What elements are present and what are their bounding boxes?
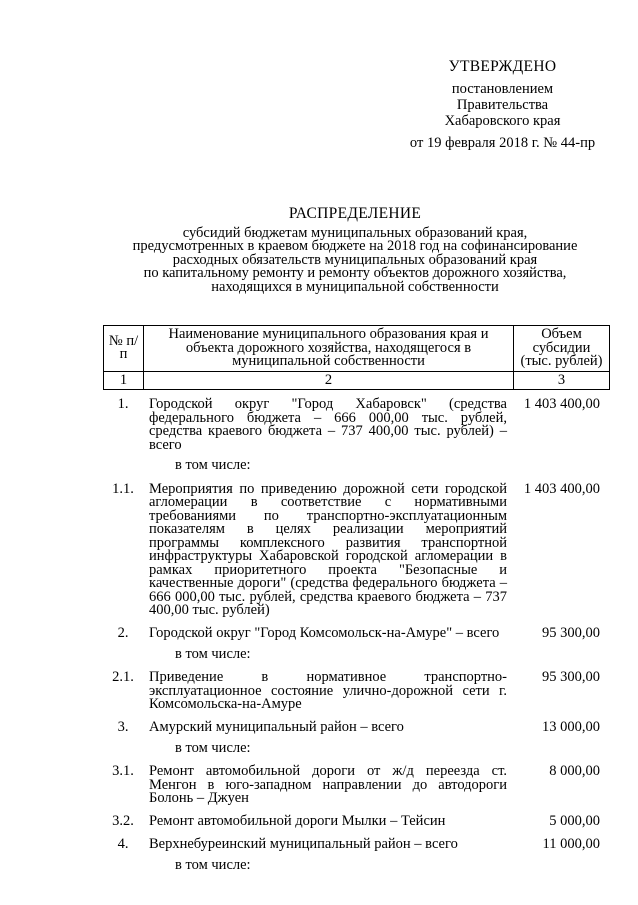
row-name: Городской округ "Город Комсомольск-на-Амуре" – всего [149, 624, 500, 641]
table-row [103, 624, 610, 641]
row-name: Верхнебуреинский муниципальный район – всего [149, 835, 458, 852]
approval-line: Правительства [456, 97, 549, 113]
approval-heading: УТВЕРЖДЕНО [448, 58, 557, 75]
row-name: Ремонт автомобильной дороги от ж/д переезда ст. Менгон в юго-западном направлении до автодороги Болонь – Джуен [149, 763, 507, 806]
document-title: РАСПРЕДЕЛЕНИЕ [288, 205, 422, 222]
header-name: Наименование муниципального образования края и объекта дорожного хозяйства, находящегося в муниципальной собственности [144, 326, 514, 372]
row-amount: 1 403 400,00 [523, 396, 600, 412]
approval-stamp [395, 59, 610, 151]
row-number: 3.2. [112, 812, 134, 829]
table-row [103, 480, 610, 618]
row-number: 3. [117, 718, 129, 735]
row-number: 1. [117, 396, 129, 412]
including-label: в том числе: [175, 645, 251, 662]
row-number: 1.1. [112, 480, 134, 497]
approval-date: от 19 февраля 2018 г. № 44-пр [409, 135, 596, 151]
row-amount: 1 403 400,00 [523, 480, 600, 497]
including-label: в том числе: [175, 739, 251, 756]
document-subtitle [60, 227, 638, 294]
row-name: Мероприятия по приведению дорожной сети городской агломерации в соответствие с нормативными требованиями по транспортно-эксплуатационным показателям в целях реализации мероприятий программы комплексного развития транспортной инфраструктуры Хабаровской городской агломерации в рамках приоритетного проекта "Безопасные и качественные дороги" (средства федерального бюджета – 666 000,00 тыс. рублей, средства краевого бюджета – 737 400,00 тыс. рублей) [149, 480, 507, 618]
row-number: 2. [117, 624, 129, 641]
table-row [103, 671, 610, 712]
table-row [103, 812, 610, 829]
table-row [103, 398, 610, 452]
including-label: в том числе: [175, 457, 251, 473]
row-name: Ремонт автомобильной дороги Мылки – Тейсин [149, 812, 446, 829]
row-name: Приведение в нормативное транспортно-эксплуатационное состояние улично-дорожной сети г. Комсомольска-на-Амуре [149, 669, 507, 712]
row-amount: 11 000,00 [542, 835, 600, 852]
column-number: 1 [104, 371, 144, 390]
row-name: Амурский муниципальный район – всего [149, 718, 404, 735]
subtitle-line: расходных обязательств муниципальных образований края [172, 251, 538, 268]
row-amount: 95 300,00 [542, 669, 600, 685]
row-amount: 95 300,00 [542, 624, 600, 641]
subtitle-line: по капитальному ремонту и ремонту объектов дорожного хозяйства, [143, 265, 567, 282]
row-number: 4. [117, 835, 129, 852]
column-number: 2 [144, 371, 514, 390]
row-amount: 13 000,00 [542, 718, 600, 735]
row-name: Городской округ "Город Хабаровск" (средства федерального бюджета – 666 000,00 тыс. рублей, средства краевого бюджета – 737 400,00 тыс. рублей) – всего [149, 396, 507, 453]
table-row [103, 718, 610, 735]
approval-line: постановлением [451, 81, 554, 97]
subtitle-line: субсидий бюджетам муниципальных образований края, [182, 225, 528, 241]
header-num: № п/п [104, 326, 144, 372]
row-number: 2.1. [112, 669, 134, 685]
table-header [103, 325, 610, 390]
subtitle-line: находящихся в муниципальной собственности [211, 278, 499, 295]
subtitle-line: предусмотренных в краевом бюджете на 2018 год на софинансирование [132, 238, 578, 255]
header-amount: Объем субсидии (тыс. рублей) [514, 326, 610, 372]
column-number: 3 [514, 371, 610, 390]
table-row [103, 765, 610, 806]
including-label: в том числе: [175, 856, 251, 873]
row-amount: 8 000,00 [549, 763, 600, 779]
approval-line: Хабаровского края [444, 113, 561, 129]
row-number: 3.1. [112, 763, 134, 779]
table-row [103, 835, 610, 852]
row-amount: 5 000,00 [549, 812, 600, 829]
table-body [103, 398, 610, 882]
